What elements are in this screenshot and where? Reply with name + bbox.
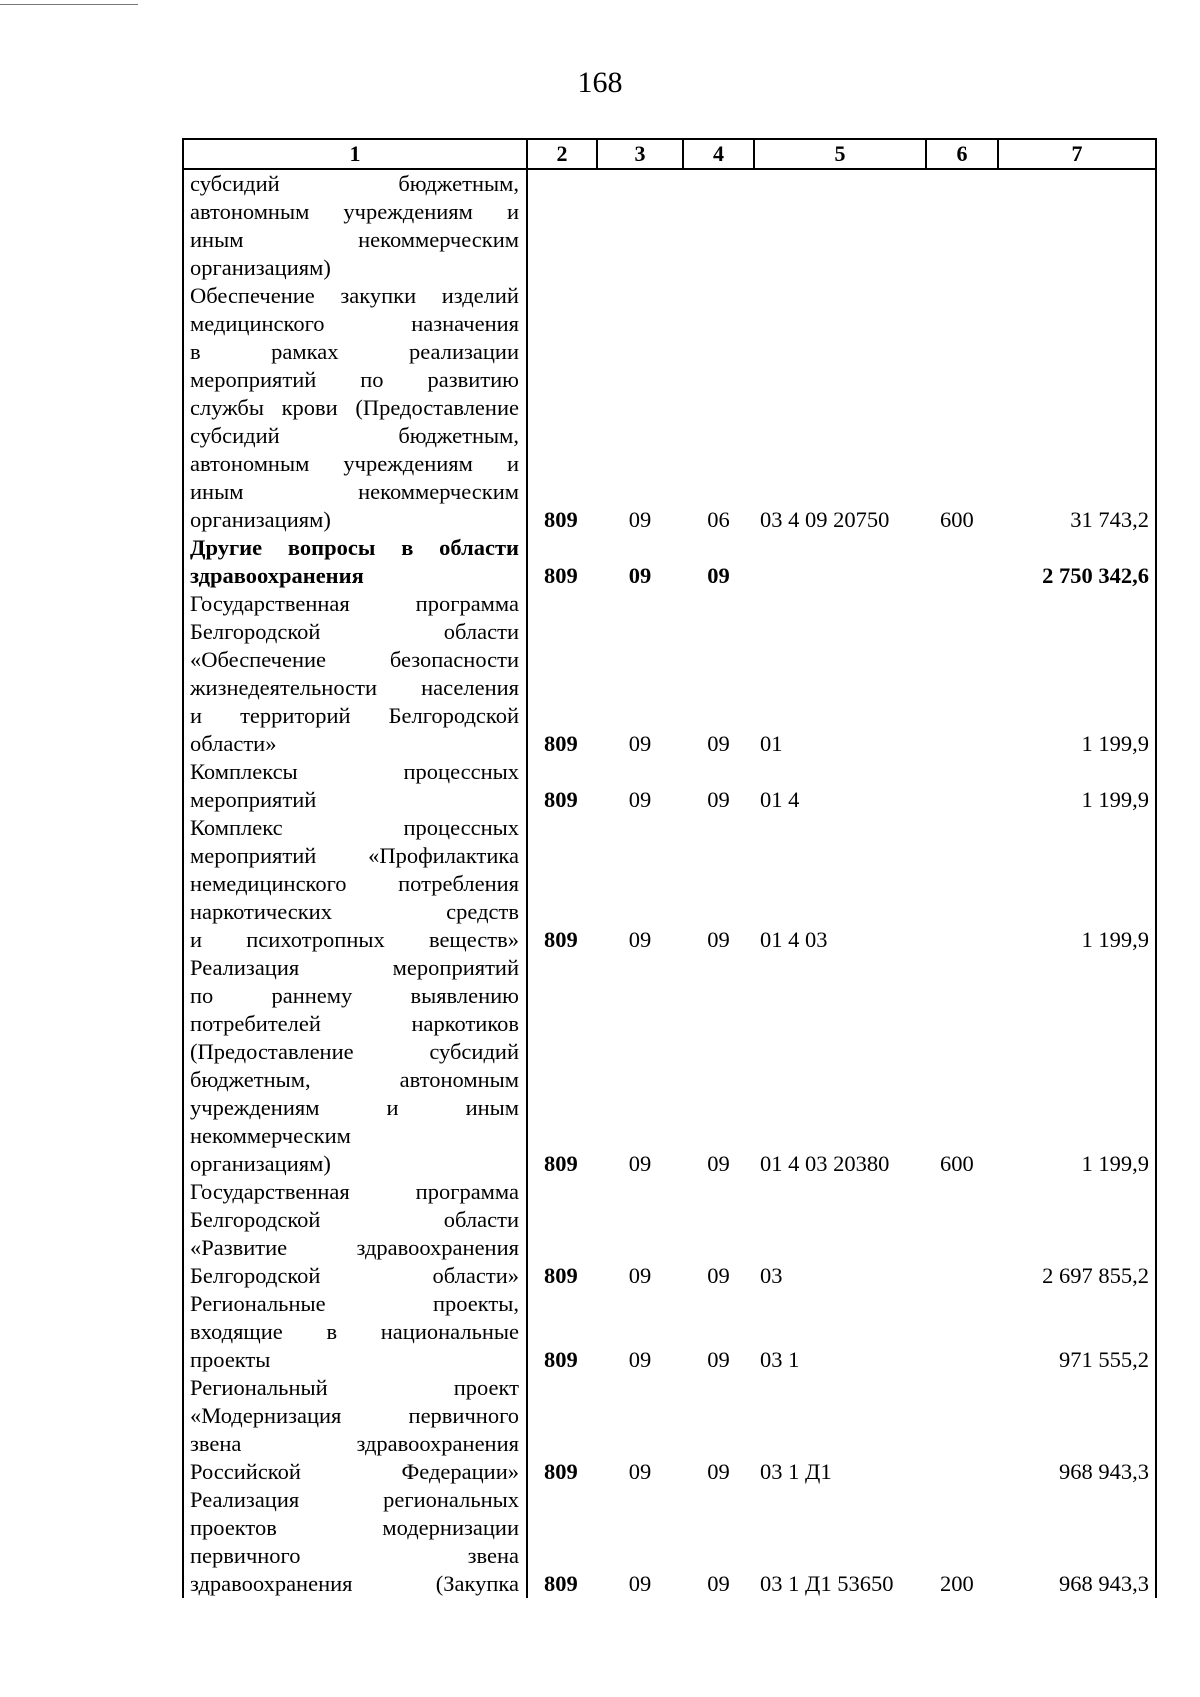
row-col-7: 1 199,9: [998, 590, 1156, 758]
row-col-3: 09: [628, 1263, 652, 1288]
table-row: [183, 954, 1156, 1178]
row-col-2: 809: [544, 507, 578, 532]
row-col-7: 2 697 855,2: [998, 1178, 1156, 1290]
row-name-line: немедицинского потребления: [190, 871, 519, 896]
row-name-line: по раннему выявлению: [190, 983, 519, 1008]
header-col-2: 2: [527, 139, 597, 169]
header-col-3: 3: [597, 139, 683, 169]
row-name-line: «Модернизация первичного: [190, 1403, 519, 1428]
row-name-line: жизнедеятельности населения: [190, 675, 519, 700]
row-name-line: службы крови (Предоставление: [190, 395, 519, 420]
row-name-line: субсидий бюджетным,: [190, 423, 519, 448]
row-col-4: 09: [707, 927, 730, 952]
row-name-cell: [183, 1374, 527, 1486]
row-col-5: 03 4 09 20750: [760, 507, 890, 532]
row-col-4: 09: [707, 563, 730, 588]
row-col-3: 09: [628, 563, 652, 588]
row-col-2: 809: [544, 1347, 578, 1372]
row-name-line: некоммерческим: [190, 1123, 351, 1148]
row-col-5: 03 1 Д1: [760, 1459, 832, 1484]
row-col-7: [998, 169, 1156, 282]
row-col-4: 09: [707, 1571, 730, 1596]
row-name-line: Белгородской области»: [190, 1263, 519, 1288]
row-name-cell: [183, 590, 527, 758]
row-name-line: Региональный проект: [190, 1375, 519, 1400]
row-col-5: 03 1: [760, 1347, 800, 1372]
table-row: [183, 534, 1156, 590]
row-col-6: 600: [940, 1151, 974, 1176]
row-name-line: проекты: [190, 1347, 271, 1372]
row-col-6: [926, 169, 998, 282]
row-name-line: бюджетным, автономным: [190, 1067, 519, 1092]
row-name-cell: [183, 282, 527, 534]
row-col-6: [926, 1290, 998, 1374]
table-row: [183, 282, 1156, 534]
row-col-4: 09: [707, 1459, 730, 1484]
row-name-line: организациям): [190, 255, 331, 280]
row-col-3: 09: [628, 927, 652, 952]
row-name-cell: [183, 1290, 527, 1374]
row-col-6: 600: [940, 507, 974, 532]
top-rule: [0, 4, 138, 5]
row-name-line: потребителей наркотиков: [190, 1011, 519, 1036]
row-name-cell: [183, 954, 527, 1178]
row-col-6: [926, 1178, 998, 1290]
row-name-line: (Предоставление субсидий: [190, 1039, 519, 1064]
row-name-line: Комплексы процессных: [190, 759, 519, 784]
row-name-line: Комплекс процессных: [190, 815, 519, 840]
table-row: [183, 1290, 1156, 1374]
row-col-3: 09: [628, 787, 652, 812]
row-name-line: Реализация мероприятий: [190, 955, 519, 980]
table-body: [183, 169, 1156, 1598]
header-row: [183, 139, 1156, 169]
row-col-3: 09: [628, 1571, 652, 1596]
row-name-line: здравоохранения: [190, 563, 364, 588]
table-row: [183, 590, 1156, 758]
row-col-3: 09: [628, 731, 652, 756]
row-col-6: 200: [940, 1571, 974, 1596]
row-name-line: Реализация региональных: [190, 1487, 519, 1512]
header-col-7: 7: [998, 139, 1156, 169]
row-name-line: иным некоммерческим: [190, 479, 519, 504]
row-col-7: 1 199,9: [998, 954, 1156, 1178]
row-col-4: 09: [707, 731, 730, 756]
row-col-7: 1 199,9: [998, 814, 1156, 954]
row-col-3: 09: [628, 1459, 652, 1484]
row-name-line: Российской Федерации»: [190, 1459, 519, 1484]
row-col-7: 968 943,3: [998, 1486, 1156, 1598]
header-col-5: 5: [754, 139, 926, 169]
row-name-cell: [183, 1486, 527, 1598]
row-col-2: 809: [544, 563, 578, 588]
table-row: [183, 1374, 1156, 1486]
row-col-6: [926, 590, 998, 758]
row-col-3: [597, 169, 683, 282]
row-name-line: «Развитие здравоохранения: [190, 1235, 519, 1260]
row-col-5: [754, 534, 926, 590]
row-col-2: 809: [544, 787, 578, 812]
header-col-4: 4: [683, 139, 754, 169]
row-name-cell: [183, 758, 527, 814]
row-name-line: проектов модернизации: [190, 1515, 519, 1540]
row-col-3: 09: [628, 1347, 652, 1372]
row-col-5: 01 4: [760, 787, 800, 812]
table-row: [183, 814, 1156, 954]
row-name-line: области»: [190, 731, 277, 756]
row-col-2: 809: [544, 1151, 578, 1176]
row-name-line: и психотропных веществ»: [190, 927, 519, 952]
row-col-3: 09: [628, 1151, 652, 1176]
row-col-4: 06: [707, 507, 730, 532]
row-name-cell: [183, 814, 527, 954]
row-col-5: 01: [760, 731, 783, 756]
row-name-line: мероприятий «Профилактика: [190, 843, 519, 868]
row-name-line: Государственная программа: [190, 1179, 519, 1204]
row-col-2: 809: [544, 1263, 578, 1288]
row-col-4: 09: [707, 1151, 730, 1176]
row-name-cell: [183, 534, 527, 590]
row-name-line: мероприятий по развитию: [190, 367, 519, 392]
row-col-5: 01 4 03: [760, 927, 828, 952]
row-name-line: в рамках реализации: [190, 339, 519, 364]
row-col-2: [527, 169, 597, 282]
row-col-5: 01 4 03 20380: [760, 1151, 890, 1176]
row-col-6: [926, 814, 998, 954]
row-name-line: Государственная программа: [190, 591, 519, 616]
row-name-line: входящие в национальные: [190, 1319, 519, 1344]
row-col-6: [926, 534, 998, 590]
row-col-6: [926, 758, 998, 814]
row-name-line: Белгородской области: [190, 619, 519, 644]
row-name-line: организациям): [190, 507, 331, 532]
row-name-line: звена здравоохранения: [190, 1431, 519, 1456]
row-col-5: 03: [760, 1263, 783, 1288]
row-col-5: [754, 169, 926, 282]
row-col-6: [926, 1374, 998, 1486]
row-name-line: «Обеспечение безопасности: [190, 647, 519, 672]
row-name-line: учреждениям и иным: [190, 1095, 519, 1120]
row-name-cell: [183, 1178, 527, 1290]
row-name-line: и территорий Белгородской: [190, 703, 519, 728]
row-name-line: автономным учреждениям и: [190, 199, 519, 224]
table-row: [183, 1486, 1156, 1598]
row-col-7: 2 750 342,6: [998, 534, 1156, 590]
row-name-line: субсидий бюджетным,: [190, 171, 519, 196]
row-col-7: 1 199,9: [998, 758, 1156, 814]
row-col-5: 03 1 Д1 53650: [760, 1571, 894, 1596]
table-row: [183, 758, 1156, 814]
table-row: [183, 169, 1156, 282]
row-col-4: 09: [707, 1347, 730, 1372]
row-name-line: иным некоммерческим: [190, 227, 519, 252]
row-name-line: медицинского назначения: [190, 311, 519, 336]
page-number: 168: [577, 66, 623, 99]
row-col-7: 31 743,2: [998, 282, 1156, 534]
row-col-7: 968 943,3: [998, 1374, 1156, 1486]
row-col-7: 971 555,2: [998, 1290, 1156, 1374]
table-row: [183, 1178, 1156, 1290]
row-col-2: 809: [544, 927, 578, 952]
row-name-line: наркотических средств: [190, 899, 519, 924]
row-col-4: 09: [707, 787, 730, 812]
row-name-line: мероприятий: [190, 787, 317, 812]
header-col-6: 6: [926, 139, 998, 169]
row-col-4: 09: [707, 1263, 730, 1288]
row-name-line: Обеспечение закупки изделий: [190, 283, 519, 308]
row-col-2: 809: [544, 1459, 578, 1484]
header-col-1: 1: [183, 139, 527, 169]
row-name-cell: [183, 169, 527, 282]
row-col-4: [683, 169, 754, 282]
row-col-2: 809: [544, 1571, 578, 1596]
row-name-line: Другие вопросы в области: [190, 535, 519, 560]
row-col-2: 809: [544, 731, 578, 756]
row-name-line: автономным учреждениям и: [190, 451, 519, 476]
budget-table: [182, 138, 1157, 1598]
row-name-line: организациям): [190, 1151, 331, 1176]
row-name-line: здравоохранения (Закупка: [190, 1571, 519, 1596]
row-name-line: Белгородской области: [190, 1207, 519, 1232]
row-name-line: Региональные проекты,: [190, 1291, 519, 1316]
row-name-line: первичного звена: [190, 1543, 519, 1568]
row-col-3: 09: [628, 507, 652, 532]
